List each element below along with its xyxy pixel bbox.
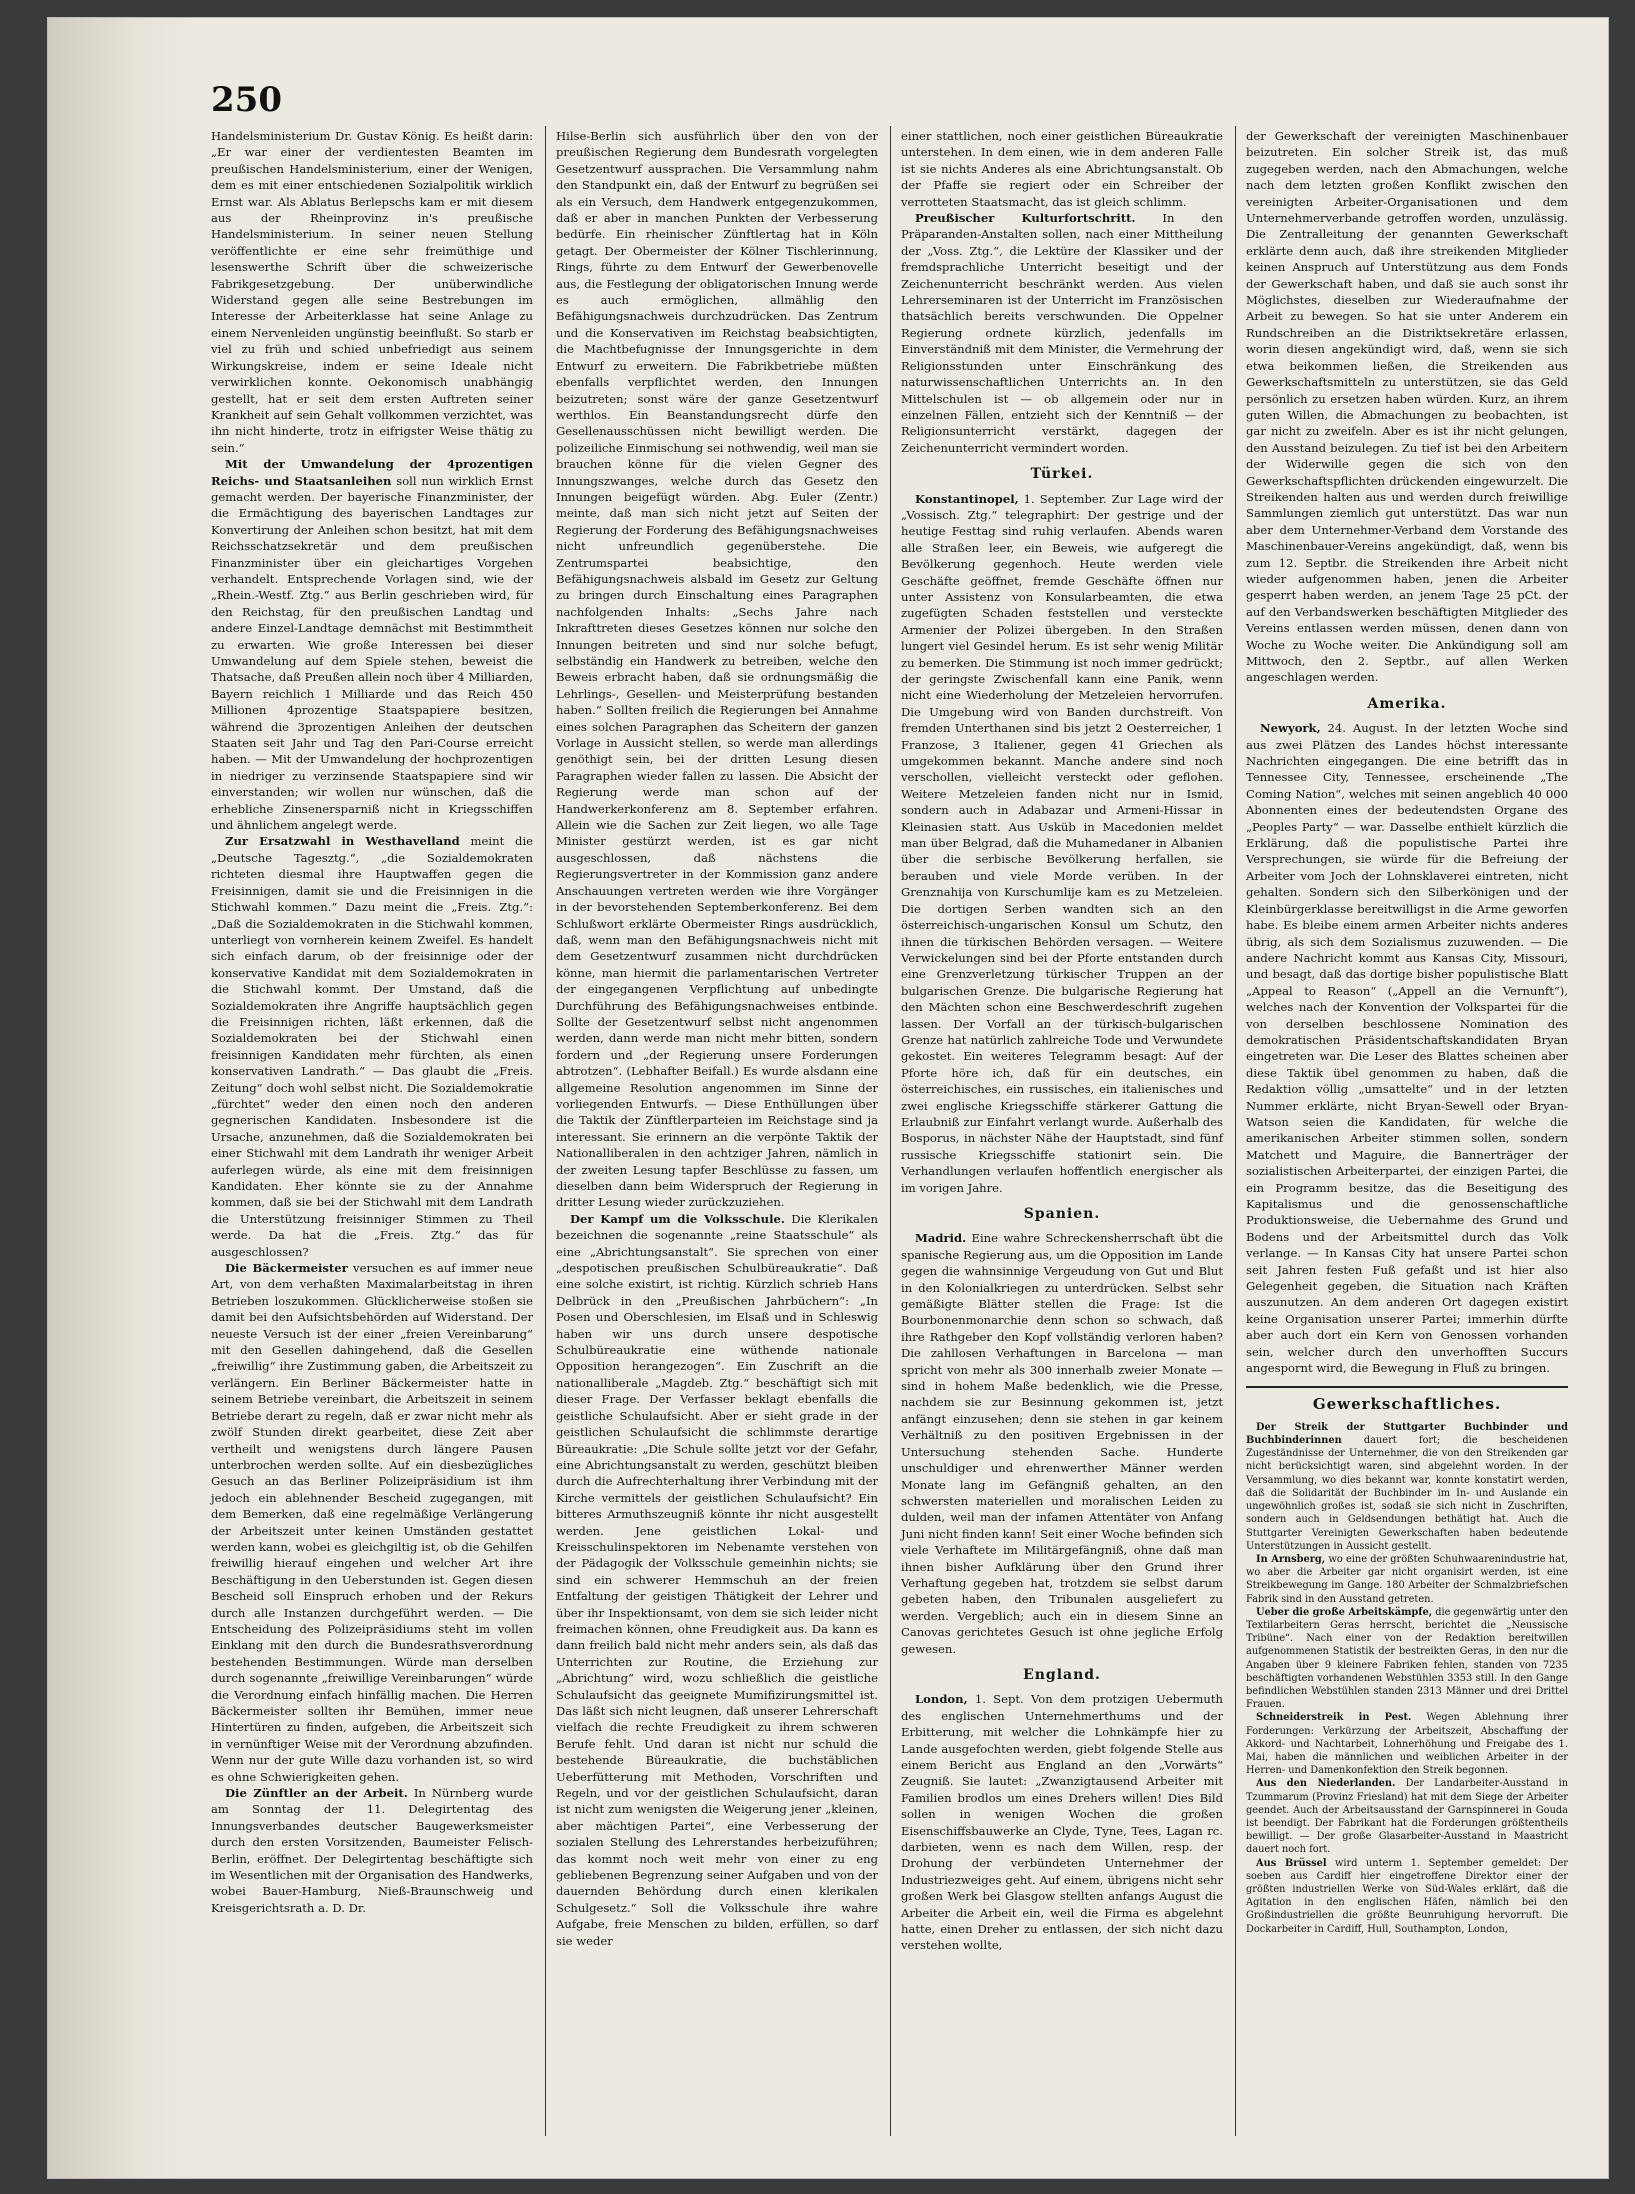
article-paragraph xyxy=(901,1230,1223,1657)
column-1 xyxy=(211,128,533,1916)
column-rule xyxy=(890,126,891,2136)
column-rule xyxy=(545,126,546,2136)
article-paragraph xyxy=(1246,720,1568,1376)
article-text: 1. September. Zur Lage wird der „Vossisch. Ztg.“ telegraphirt: Der gestrige und der heutige Festtag sind ruhig verlaufen. Abends waren alle Straßen leer, ein Beweis, wie aufgeregt die Bevölkerung gegenhoch. Heute werden viele Geschäfte geöffnet, fremde Geschäfte öffnen nur unter Assistenz von Konsularbeamten, die etwa zugefügten Schaden feststellen und versteckte Armenier der Polizei übergeben. In den Straßen lungert viel Gesindel herum. Es ist sehr wenig Militär zu bemerken. Die Stimmung ist noch immer gedrückt; der geringste Zwischenfall kann eine Panik, wenn nicht eine Wiederholung der Metzeleien hervorrufen. Die Umgebung wird von Banden durchstreift. Von fremden Unterthanen sind bis jetzt 2 Oesterreicher, 1 Franzose, 3 Italiener, gegen 41 Griechen als umgekommen bekannt. Manche andere sind noch verschollen, vielleicht versteckt oder geflohen. Weitere Metzeleien fanden nicht nur in Ismid, sondern auch in Adabazar und Armeni-Hissar in Kleinasien statt. Aus Usküb in Macedonien meldet man über Belgrad, daß die Muhamedaner in Albanien über die serbische Bevölkerung herfallen, sie berauben und viele Morde verüben. In der Grenznahija von Kurschumlije kam es zu Metzeleien. Die dortigen Serben wandten sich an den österreichisch-ungarischen Konsul um Schutz, den ihnen die türkischen Behörden versagen. — Weitere Verwickelungen sind bei der Pforte entstanden durch eine Grenzverletzung türkischer Truppen an der bulgarischen Grenze. Die bulgarische Regierung hat den Mächten schon eine Beschwerdeschrift zugehen lassen. Der Vorfall an der türkisch-bulgarischen Grenze hat natürlich zahlreiche Tode und Verwundete gekostet. Ein weiteres Telegramm besagt: Auf der Pforte höre ich, daß für ein deutsches, ein österreichisches, ein russisches, ein italienisches und zwei englische Kriegsschiffe stärkerer Gattung die Erlaubniß zur Einfahrt verlangt wurde. Außerhalb des Bosporus, in nächster Nähe der Hauptstadt, sind fünf russische Kriegsschiffe stationirt sein. Die Verhandlungen verlaufen hoffentlich energischer als im vorigen Jahre. xyxy=(901,491,1224,1195)
union-news xyxy=(1246,1421,1568,1936)
news-item xyxy=(1246,1711,1568,1777)
article-paragraph xyxy=(211,1260,533,1785)
article-lead: Zur Ersatzwahl in Westhavelland xyxy=(225,834,460,849)
article-text: 24. August. In der letzten Woche sind aus zwei Plätzen des Landes höchst interessante Nachrichten eingegangen. Die eine betrifft das in Tennessee City, Tennessee, erscheinende „The Coming Nation“, welches mit seinen angeblich 40 000 Abonnenten eines der bedeutendsten Organe des „Peoples Party“ — war. Dasselbe enthielt kürzlich die Erklärung, daß die populistische Partei ihre Versprechungen, sie würde für die Befreiung der Arbeiter vom Joch der Lohnsklaverei eintreten, nicht gehalten. Sondern sich den Silberkönigen und der Kleinbürgerklasse bereitwilligst in die Arme geworfen habe. Es bleibe einem armen Arbeiter nichts anderes übrig, als sich dem Sozialismus zuzuwenden. — Die andere Nachricht kommt aus Kansas City, Missouri, und besagt, daß das dortige bisher populistische Blatt „Appeal to Reason“ („Appell an die Vernunft“), welches nach der Konvention der Volkspartei für die von derselben beschlossene Nomination des demokratischen Präsidentschaftskandidaten Bryan eingetreten war. Die Leser des Blattes scheinen aber diese Taktik übel genommen zu haben, daß die Redaktion völlig „umsattelte“ und in der letzten Nummer erklärte, nicht Bryan-Sewell oder Bryan-Watson seien die Kandidaten, für welche die amerikanischen Arbeiter stimmen sollen, sondern Matchett und Maguire, die Bannerträger der sozialistischen Arbeiterpartei, der einzigen Partei, die ein Programm besitze, das die Beseitigung des Kapitalismus und die genossenschaftliche Produktionsweise, die Uebernahme des Grund und Bodens und der Arbeitsmittel durch das Volk verlange. — In Kansas City hat unsere Partei schon seit Jahren festen Fuß gefaßt und ist hier also Gelegenheit gegeben, die Situation nach Kräften auszunutzen. An dem anderen Ort dagegen existirt keine Organisation unserer Partei; immerhin dürfte aber auch dort ein Kern von Genossen vorhanden sein, welcher durch den unverhofften Succurs angespornt wird, die Bewegung in Fluß zu bringen. xyxy=(1246,721,1569,1376)
article-lead: London, xyxy=(915,1692,968,1707)
article-paragraph xyxy=(211,1785,533,1916)
article-text: In Nürnberg wurde am Sonntag der 11. Delegirtentag des Innungsverbandes deutscher Baugewerksmeister durch den ersten Vorsitzenden, Baumeister Felisch-Berlin, eröffnet. Der Delegirtentag beschäftigte sich im Wesentlichen mit der Organisation des Handwerks, wobei Bauer-Hamburg, Nieß-Braunschweig und Kreisgerichtsrath a. D. Dr. xyxy=(211,1786,534,1915)
column-2 xyxy=(556,128,878,1949)
page-binding-shadow xyxy=(48,18,198,2178)
section-heading-gewerkschaftliches: Gewerkschaftliches. xyxy=(1312,1395,1502,1414)
news-text: die gegenwärtig unter den Textilarbeitern Geras herrscht, berichtet die „Neussische Tribüne“. Nach einer von der Redaktion bereitwillen aufgenommenen Statistik der bestreikten Geras, in den nur die Angaben über 9 kleinere Fabriken fehlen, standen von 7235 beschäftigten vorhandenen Webstühlen 3353 still. In den Gange befindlichen Webstühlen standen 2313 Männer und drei Drittel Frauen. xyxy=(1246,1606,1568,1711)
article-lead: Madrid. xyxy=(915,1231,967,1246)
article-lead: Die Zünftler an der Arbeit. xyxy=(225,1786,408,1801)
section-heading-spanien: Spanien. xyxy=(1023,1206,1101,1222)
article-paragraph xyxy=(556,1211,878,1949)
article-text: 1. Sept. Von dem protzigen Uebermuth des englischen Unternehmerthums und der Erbitterung, mit welcher die Lohnkämpfe hier zu Lande ausgefochten werden, giebt folgende Stelle aus einem Bericht aus England an den „Vorwärts“ Zeugniß. Sie lautet: „Zwanzigtausend Arbeiter mit Familien brodlos um eines Drehers willen! Dies Bild sollen in wenigen Wochen die großen Eisenschiffsbauwerke an Clyde, Tyne, Tees, Lagan rc. darbieten, wenn es nach dem Willen, resp. der Drohung der verbündeten Unternehmer der Industriezweiges geht. Auf einem, übrigens nicht sehr großen Werk bei Glasgow stellten anfangs August die Arbeiter die Arbeit ein, weil die Firma es abgelehnt hatte, einen Dreher zu entlassen, der sich nicht dazu verstehen wollte, xyxy=(901,1692,1223,1953)
article-text: Handelsministerium Dr. Gustav König. Es heißt darin: „Er war einer der verdientesten Beamten im preußischen Handelsministerium, einer der Wenigen, dem es mit einer entschiedenen Sozialpolitik wirklich Ernst war. Als Ablatus Berlepschs kam er mit diesem aus der Rheinprovinz in's preußische Handelsministerium. In seiner neuen Stellung veröffentlichte er eine sehr freimüthige und lesenswerthe Schrift über die schweizerische Fabrikgesetzgebung. Der unüberwindliche Widerstand gegen alle seine Bestrebungen im Interesse der Arbeiterklasse hat seine Anlage zu einem Nervenleiden ungünstig beeinflußt. So starb er viel zu früh und schied unbefriedigt aus seinem Wirkungskreise, indem er seine Ideale nicht verwirklichen konnte. Oekonomisch unabhängig gestellt, hat er seit dem ersten Auftreten seiner Krankheit auf sein Gehalt vollkommen verzichtet, was ihn nicht hinderte, trotz in eifrigster Weise thätig zu sein.“ xyxy=(211,129,533,455)
article-text: Hilse-Berlin sich ausführlich über den von der preußischen Regierung dem Bundesrath vorgelegten Gesetzentwurf aussprachen. Die Versammlung nahm den Standpunkt ein, daß der Entwurf zu begrüßen sei als ein Versuch, dem Handwerk entgegenzukommen, daß er aber in manchen Punkten der Verbesserung bedürfe. Ein rheinischer Zünftlertag hat in Köln getagt. Der Obermeister der Kölner Tischlerinnung, Rings, führte zu dem Entwurf der Gewerbenovelle aus, die Festlegung der obligatorischen Innung werde es auch ermöglichen, allmählig den Befähigungsnachweis durchzudrücken. Das Zentrum und die Konservativen im Reichstag beabsichtigten, die Machtbefugnisse der Innungsgerichte in dem Entwurf zu erweitern. Die Fabrikbetriebe müßten ebenfalls verpflichtet werden, den Innungen beizutreten; sonst wäre der ganze Gesetzentwurf werthlos. Ein Beanstandungsrecht dürfe den Gesellenausschüssen nicht bewilligt werden. Die polizeiliche Einmischung sei nothwendig, weil man sie brauchen könne für die vielen Gegner des Innungszwanges, welche durch das Gesetz den Innungen beigefügt würden. Abg. Euler (Zentr.) meinte, daß man sich nicht jetzt auf Seiten der Regierung der Forderung des Befähigungsnachweises nicht unfreundlich gegenüberstehe. Die Zentrumspartei beabsichtige, den Befähigungsnachweis alsbald im Gesetz zur Geltung zu bringen durch Einschaltung eines Paragraphen nachfolgenden Inhalts: „Sechs Jahre nach Inkrafttreten dieses Gesetzes können nur solche den Innungen beitreten und sind nur solche befugt, selbständig ein Handwerk zu betreiben, welche den Beweis erbracht haben, daß sie ordnungsmäßig die Lehrlings-, Gesellen- und Meisterprüfung bestanden haben.“ Sollten freilich die Regierungen bei Annahme eines solchen Paragraphen das Scheitern der ganzen Vorlage in Aussicht stellen, so werde man allerdings genöthigt sein, bei der dritten Lesung diesen Paragraphen wieder fallen zu lassen. Die Absicht der Regierung werde man schon auf der Handwerkerkonferenz am 8. September erfahren. Allein wie die Sachen zur Zeit liegen, wo alle Tage Minister gestürzt werden, ist es gar nicht ausgeschlossen, daß nächstens die Regierungsvertreter in der Kommission ganz andere Anschauungen vertreten werden wie ihre Vorgänger in der bevorstehenden Septemberkonferenz. Bei dem Schlußwort erklärte Obermeister Rings ausdrücklich, daß, wenn man den Befähigungsnachweis nicht mit dem Gesetzentwurf zusammen nicht durchdrücken könne, man hiermit die parlamentarischen Vertreter der eingegangenen Verpflichtung auf unbedingte Durchführung des Befähigungsnachweises entbinde. Sollte der Gesetzentwurf selbst nicht angenommen werden, dann werde man nicht mehr bitten, sondern fordern und „der Regierung unsere Forderungen abtrotzen“. (Lebhafter Beifall.) Es wurde alsdann eine allgemeine Resolution angenommen im Sinne der vorliegenden Entwurfs. — Diese Enthüllungen über die Taktik der Zünftlerparteien im Reichstage sind ja interessant. Sie erinnern an die verpönte Taktik der Nationalliberalen in den achtziger Jahren, nämlich in der zweiten Lesung tapfer Beschlüsse zu fassen, um dieselben dann beim Widerspruch der Regierung in dritter Lesung wieder zurückzuziehen. xyxy=(556,129,878,1210)
column-3 xyxy=(901,128,1223,1954)
article-lead: Preußischer Kulturfortschritt. xyxy=(915,211,1136,226)
news-lead: In Arnsberg, xyxy=(1256,1553,1326,1565)
article-paragraph xyxy=(211,833,533,1260)
news-lead: Aus den Niederlanden. xyxy=(1256,1778,1396,1790)
news-text: dauert fort; die bescheidenen Zugeständnisse der Unternehmer, die von den Streikenden gar nicht berücksichtigt waren, sind abgelehnt worden. In der Versammlung, wo dies bekannt war, konnte konstatirt werden, daß die Solidarität der Buchbinder im In- und Auslande ein ungewöhnlich großes ist, sodaß sie sich nicht in Zuschriften, sondern auch in Geldsendungen bethätigt hat. Auch die Stuttgarter Vereinigten Gewerkschaften haben bedeutende Unterstützungen in Aussicht gestellt. xyxy=(1246,1435,1568,1552)
newspaper-page xyxy=(48,18,1608,2178)
news-item xyxy=(1246,1606,1568,1712)
section-heading-england: England. xyxy=(1023,1666,1101,1683)
article-text: Die Klerikalen bezeichnen die sogenannte „reine Staatsschule“ als eine „Abrichtungsanstalt“. Sie sprechen von einer „despotischen preußischen Schulbüreaukratie“. Daß eine solche existirt, ist richtig. Kürzlich schrieb Hans Delbrück in den „Preußischen Jahrbüchern“: „In Posen und Oberschlesien, im Elsaß und in Schleswig haben wir uns durch unsere despotische Schulbüreaukratie eine wüthende nationale Opposition herangezogen“. Ein Zuschrift an die nationalliberale „Magdeb. Ztg.“ beschäftigt sich mit dieser Frage. Der Verfasser beklagt ebenfalls die geistliche Schulaufsicht. Aber er sieht grade in der geistlichen Schulaufsicht die schlimmste derartige Büreaukratie: „Die Schule sollte jetzt vor der Gefahr, eine Abrichtungsanstalt zu werden, geschützt bleiben durch die Aufrechterhaltung ihrer Verbindung mit der Kirche vermittels der geistlichen Schulaufsicht? Ein bitteres Armuthszeugniß könnte ihr nicht ausgestellt werden. Jene geistlichen Lokal- und Kreisschulinspektoren im Nebenamte verstehen von der Pädagogik der Volksschule gemeinhin nichts; sie sind ein schwerer Hemmschuh an der freien Entfaltung der geistigen Thätigkeit der Lehrer und über ihr Inspektionsamt, von dem sie sich leider nicht freimachen können, ohne Freudigkeit aus. Da kann es dann freilich bald nicht mehr anders sein, als daß das Unterrichten zur Routine, die Erziehung zur „Abrichtung“ wird, wozu schließlich die geistliche Schulaufsicht das geeignete Mumifizirungsmittel ist. Das läßt sich nicht leugnen, daß unserer Lehrerschaft vielfach die rechte Freudigkeit zu ihrem schweren Berufe fehlt. Und daran ist nicht nur schuld die bestehende Büreaukratie, die buchstäblichen Ueberfütterung mit Methoden, Vorschriften und Regeln, und vor der geistlichen Schulaufsicht, daran ist nicht zum wenigsten die Weigerung jener „kleinen, aber mächtigen Partei“, eine Verbesserung der sozialen Stellung des Lehrerstandes herbeizuführen; das kommt noch weit mehr von einer zu eng gebliebenen Begrenzung seiner Aufgaben und von der dauernden Behördung durch einen klerikalen Schulgesetz.“ Soll die Volksschule ihre wahre Aufgabe, freie Menschen zu bilden, erfüllen, so darf sie weder xyxy=(556,1211,878,1948)
section-heading-amerika: Amerika. xyxy=(1367,695,1447,712)
article-paragraph xyxy=(901,210,1223,456)
article-lead: Der Kampf um die Volksschule. xyxy=(570,1211,785,1226)
article-lead: Mit der Umwandelung der 4prozentigen Reichs- und Staatsanleihen xyxy=(211,457,533,488)
article-text: versuchen es auf immer neue Art, von dem verhaßten Maximalarbeitstag in ihren Betrieben loszukommen. Glücklicherweise stoßen sie damit bei den Aufsichtsbehörden auf Widerstand. Der neueste Versuch ist der einer „freien Vereinbarung“ mit den Gesellen dahingehend, daß die Gesellen „freiwillig“ ihre Zustimmung gaben, die Arbeitszeit zu verlängern. Ein Berliner Bäckermeister hatte in seinem Betriebe vereinbart, die Arbeitszeit in seinem Betriebe derart zu regeln, daß er zwar nicht mehr als zwölf Stunden direkt gearbeitet, diese Zeit aber vertheilt und wenigstens durch längere Pausen unterbrochen werden sollte. Auf ein diesbezügliches Gesuch an das Berliner Polizeipräsidium ist ihm jedoch ein ablehnender Bescheid zugegangen, mit dem Bemerken, daß eine regelmäßige Verlängerung der Arbeitszeit unter keinen Umständen gestattet werden kann, wobei es gleichgiltig ist, ob die Gehilfen freiwillig hierauf eingehen und welcher Art ihre Beschäftigung in den Ueberstunden ist. Gegen diesen Bescheid soll Einspruch erhoben und der Rekurs durch alle Instanzen durchgeführt werden. — Die Entscheidung des Polizeipräsidiums steht im vollen Einklang mit den durch die Bundesrathsverordnung bestehenden Bestimmungen. Würde man derselben durch sogenannte „freiwillige Vereinbarungen“ würde die Verordnung einfach hinfällig machen. Die Herren Bäckermeister sollten ihr Bemühen, immer neue Hintertüren zu finden, aufgeben, die Arbeitszeit sich in vernünftiger Weise mit der Verordnung abzufinden. Wenn nur der gute Wille dazu vorhanden ist, so wird es ohne Schwierigkeiten gehen. xyxy=(211,1261,534,1784)
column-rule xyxy=(1235,126,1236,2136)
section-heading-tuerkei: Türkei. xyxy=(1030,466,1094,483)
article-lead: Die Bäckermeister xyxy=(225,1261,348,1276)
article-text: Eine wahre Schreckensherrschaft übt die spanische Regierung aus, um die Opposition im Lande gegen die wahnsinnige Vergeudung von Gut und Blut in den Kolonialkriegen zu unterdrücken. Selbst sehr gemäßigte Blätter stellen die Frage: Ist die Bourbonenmonarchie denn schon so schwach, daß ihre Rathgeber den Kopf vollständig verloren haben? Die zahllosen Verhaftungen in Barcelona — man spricht von mehr als 300 innerhalb zweier Monate — sind in hohem Maße bedenklich, wie die Presse, nachdem sie zur Besinnung gekommen ist, jetzt anfängt einzusehen; denn sie stehen in gar keinem Verhältniß zu den positiven Ergebnissen in der Untersuchung stehenden Sache. Hunderte unschuldiger und ehrenwerther Männer werden Monate lang im Gefängniß gehalten, an den schwersten materiellen und moralischen Leiden zu dulden, weil man der infamen Attentäter von Anfang Juni nicht finden kann! Seit einer Woche befinden sich viele Verhaftete im Militärgefängniß, ohne daß man ihnen bisher Aufklärung über den Grund ihrer Verhaftung gegeben hat, trotzdem sie selbst darum gebeten haben, den Tribunalen ausgeliefert zu werden. Vergeblich; auch ein in diesem Sinne an Canovas gerichtetes Gesuch ist ohne jegliche Erfolg gewesen. xyxy=(901,1231,1223,1656)
news-text: wird unterm 1. September gemeldet: Der soeben aus Cardiff hier eingetroffene Direktor einer der größten industriellen Werke von Süd-Wales erklärt, daß die Agitation in den englischen Häfen, nämlich bei den Großindustriellen die größte Beunruhigung hervorruft. Die Dockarbeiter in Cardiff, Hull, Southampton, London, xyxy=(1246,1857,1568,1935)
article-paragraph xyxy=(901,1691,1223,1954)
article-lead: Konstantinopel, xyxy=(915,491,1019,506)
article-lead: Newyork, xyxy=(1260,721,1321,736)
news-lead: Ueber die große Arbeitskämpfe, xyxy=(1256,1606,1433,1618)
article-text: meint die „Deutsche Tagesztg.“, „die Sozialdemokraten richteten diesmal ihre Hauptwaffen gegen die Freisinnigen, damit sie und die Freisinnigen in die Stichwahl kommen.“ Dazu meint die „Freis. Ztg.“: „Daß die Sozialdemokraten in die Stichwahl kommen, unterliegt von vornherein keinem Zweifel. Es handelt sich einfach darum, ob der freisinnige oder der konservative Kandidat mit dem Sozialdemokraten in die Stichwahl kommt. Der Umstand, daß die Sozialdemokraten ihre Angriffe hauptsächlich gegen die Freisinnigen richten, läßt erkennen, daß die Sozialdemokraten bei der Stichwahl einen freisinnigen Kandidaten mehr fürchten, als einen konservativen Landrath.“ — Das glaubt die „Freis. Zeitung“ doch wohl selbst nicht. Die Sozialdemokratie „fürchtet“ weder den einen noch den anderen gegnerischen Kandidaten. Insbesondere ist die Ursache, anzunehmen, daß die Sozialdemokraten bei einer Stichwahl mit dem Landrath ihr weniger Arbeit auferlegen würde, als eine mit dem freisinnigen Kandidaten. Eher könnte sie zu der Annahme kommen, daß sie bei der Stichwahl mit dem Landrath die Unterstützung freisinniger Stimmen zu Theil werde. Da hat die „Freis. Ztg.“ das für ausgeschlossen? xyxy=(211,834,534,1259)
article-text: einer stattlichen, noch einer geistlichen Büreaukratie unterstehen. In dem einen, wie in dem anderen Falle ist sie nichts Anderes als eine Abrichtungsanstalt. Ob der Pfaffe sie regiert oder ein Schreiber der verrotteten Staatsmacht, das ist gleich schlimm. xyxy=(901,129,1223,209)
article-text: der Gewerkschaft der vereinigten Maschinenbauer beizutreten. Ein solcher Streik ist, das muß zugegeben werden, nach den Abmachungen, welche nach dem letzten großen Konflikt zwischen den vereinigten Arbeiter-Organisationen und dem Unternehmerverbande getroffen worden, unzulässig. Die Zentralleitung der genannten Gewerkschaft erklärte denn auch, daß ihre streikenden Mitglieder keinen Anspruch auf Unterstützung aus dem Fonds der Gewerkschaft haben, und daß sie auch sonst ihr Möglichstes, dieselben zur Wiederaufnahme der Arbeit zu bewegen. So hat sie unter Anderem ein Rundschreiben an die Distriktsekretäre erlassen, worin diesen angekündigt wird, daß, wenn sie sich etwa beikommen ließen, die Streikenden aus Gewerkschaftsmitteln zu unterstützen, sie das Geld persönlich zu ersetzen haben würden. Kurz, an ihrem guten Willen, die Abmachungen zu beobachten, ist gar nicht zu zweifeln. Aber es ist ihr nicht gelungen, den Ausstand beizulegen. Zu tief ist bei den Arbeitern der Widerwille gegen die sich von den Gewerkschaftspflichten drückenden eingewurzelt. Die Streikenden halten aus und werden durch freiwillige Sammlungen ziemlich gut unterstützt. Das war nun aber dem Unternehmer-Verband dem Vorstande des Maschinenbauer-Vereins angekündigt, daß, wenn bis zum 12. Septbr. die Streikenden ihre Arbeit nicht wieder aufgenommen haben, jenen die Arbeiter gesperrt haben werden, an jenem Tage 25 pCt. der auf den Verbandswerken beschäftigten Mitglieder des Vereins entlassen werden müssen, denen dann von Woche zu Woche weiter. Die Ankündigung soll am Mittwoch, den 2. Septbr., auf allen Werken angeschlagen werden. xyxy=(1246,129,1568,685)
news-item xyxy=(1246,1553,1568,1606)
article-paragraph xyxy=(211,456,533,833)
article-paragraph xyxy=(901,491,1223,1196)
news-text: wo eine der größten Schuhwaarenindustrie hat, wo aber die Arbeiter gar nicht organisirt werden, ist eine Streikbewegung im Gange. 180 Arbeiter der Schmalzbriefschen Fabrik sind in den Ausstand getreten. xyxy=(1246,1553,1568,1605)
news-text: Wegen Ablehnung ihrer Forderungen: Verkürzung der Arbeitszeit, Abschaffung der Akkord- und Nachtarbeit, Lohnerhöhung und Freigabe des 1. Mai, haben die männlichen und weiblichen Arbeiter in der Herren- und Damenkonfektion den Streik begonnen. xyxy=(1246,1712,1568,1777)
news-lead: Schneiderstreik in Pest. xyxy=(1256,1712,1412,1724)
gewerkschaftliches-section xyxy=(1246,1386,1568,1935)
column-4 xyxy=(1246,128,1568,1936)
article-text: soll nun wirklich Ernst gemacht werden. Der bayerische Finanzminister, der die Ermächtigung des bayerischen Landtages zur Konvertirung der Anleihen schon besitzt, hat mit dem Reichsschatzsekretär und dem preußischen Finanzminister über ein gleichartiges Vorgehen verhandelt. Entsprechende Vorlagen sind, wie der „Rhein.-Westf. Ztg.“ aus Berlin geschrieben wird, für den Reichstag, für den preußischen Landtag und andere Einzel-Landtage demnächst mit Bestimmtheit zu erwarten. Wie große Interessen bei dieser Umwandelung auf dem Spiele stehen, beweist die Thatsache, daß Preußen allein noch über 4 Milliarden, Bayern reichlich 1 Milliarde und das Reich 450 Millionen 4prozentige Staatspapiere besitzen, während die 3prozentigen Anleihen der deutschen Staaten seit Jahr und Tag den Pari-Course erreicht haben. — Mit der Umwandelung der hochprozentigen in niedriger zu verzinsende Staatspapiere sind wir einverstanden; wir wollen nur wünschen, daß die erhebliche Zinsenersparniß nicht in Kriegsschiffen und ähnlichem angelegt werde. xyxy=(211,473,533,833)
page-number: 250 xyxy=(211,80,282,120)
article-text: In den Präparanden-Anstalten sollen, nach einer Mittheilung der „Voss. Ztg.“, die Lektüre der Klassiker und der fremdsprachliche Unterricht beseitigt und der Zeichenunterricht beschränkt werden. Aus vielen Lehrerseminaren ist der Unterricht im Französischen thatsächlich bereits verschwunden. Die Oppelner Regierung ordnete kürzlich, jedenfalls im Einverständniß mit dem Minister, die Vermehrung der Religionsstunden unter Einschränkung des naturwissenschaftlichen Unterrichts an. In den Mittelschulen ist — ob allgemein oder nur in einzelnen Fällen, entzieht sich der Kenntniß — der Religionsunterricht verstärkt, dagegen der Zeichenunterricht vermindert worden. xyxy=(901,211,1224,455)
news-item xyxy=(1246,1777,1568,1856)
news-lead: Der Streik der Stuttgarter Buchbinder und Buchbinderinnen xyxy=(1246,1421,1568,1447)
news-lead: Aus Brüssel xyxy=(1256,1857,1327,1869)
news-item xyxy=(1246,1857,1568,1936)
news-item xyxy=(1246,1421,1568,1553)
news-text: Der Landarbeiter-Ausstand in Tzummarum (Provinz Friesland) hat mit dem Siege der Arbeiter geendet. Auch der Arbeitsausstand der Garnspinnerei in Gouda ist beendigt. Der Fabrikant hat die Forderungen größtentheils bewilligt. — Der große Glasarbeiter-Ausstand in Maastricht dauert noch fort. xyxy=(1246,1778,1569,1856)
